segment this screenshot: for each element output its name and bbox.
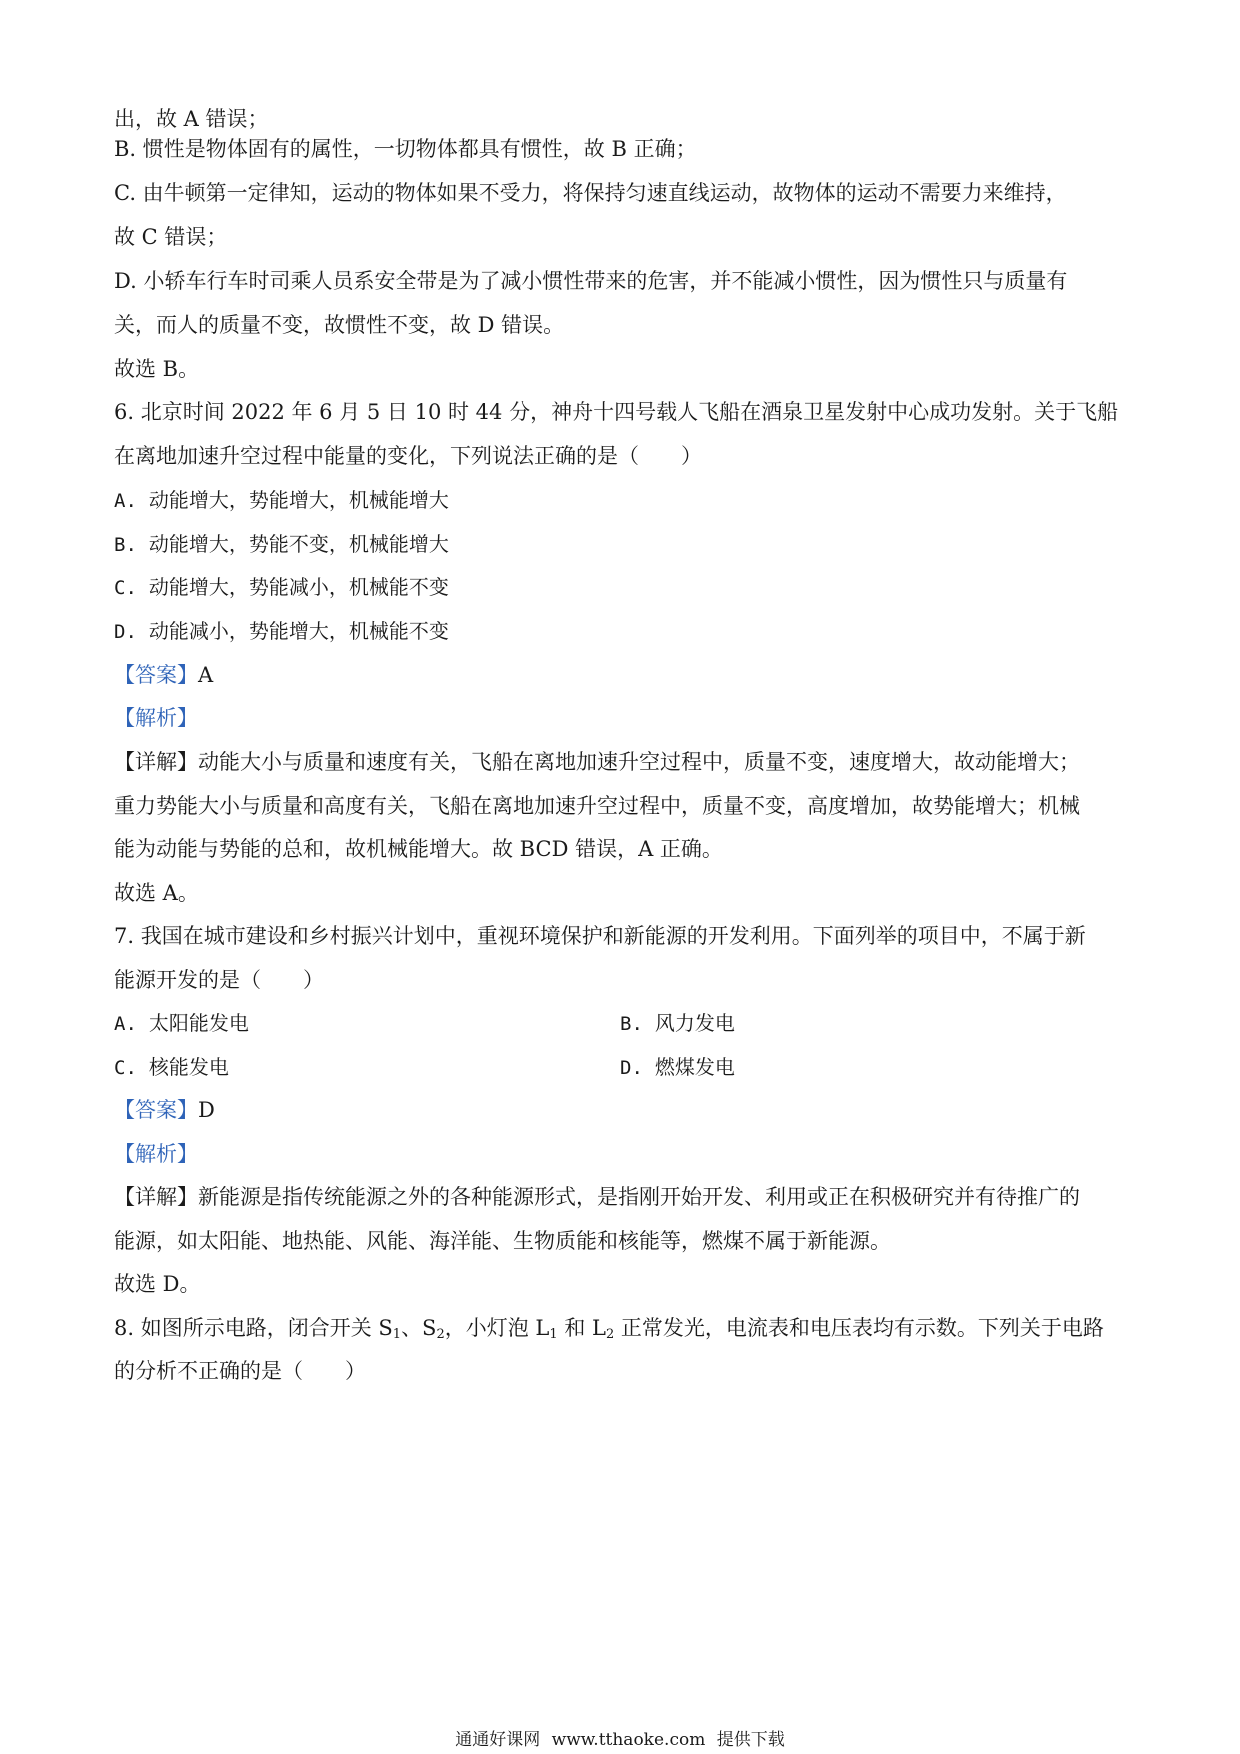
detail-text: 新能源是指传统能源之外的各种能源形式，是指刚开始开发、利用或正在积极研究并有待推广的 [198, 1185, 1080, 1209]
q7-answer [114, 1095, 215, 1125]
prev-option-b: B. 惯性是物体固有的属性，一切物体都具有惯性，故 B 正确； [114, 137, 697, 161]
q6-stem-line1: 6. 北京时间 2022 年 6 月 5 日 10 时 44 分，神舟十四号载人飞船在酒泉卫星发射中心成功发射。关于飞船 [114, 400, 1119, 424]
analysis-tag: 【解析】 [114, 706, 198, 730]
q6-detail-line1 [114, 747, 1080, 777]
q7-option-a [114, 1008, 249, 1039]
option-text: 燃煤发电 [654, 1055, 735, 1079]
analysis-tag: 【解析】 [114, 1142, 198, 1166]
prev-option-c-line1: C. 由牛顿第一定律知，运动的物体如果不受力，将保持匀速直线运动，故物体的运动不需要力来维持， [114, 181, 1067, 205]
option-label: B. [114, 534, 137, 556]
option-text: 动能减小，势能增大，机械能不变 [148, 619, 449, 643]
q6-conclusion: 故选 A。 [114, 881, 199, 905]
footer-url[interactable]: www.tthaoke.com [551, 1730, 706, 1750]
option-text: 太阳能发电 [148, 1011, 249, 1035]
subscript: 1 [549, 1327, 558, 1342]
answer-value: D [198, 1098, 215, 1122]
option-label: B. [620, 1013, 643, 1035]
q7-stem-line1: 7. 我国在城市建设和乡村振兴计划中，重视环境保护和新能源的开发利用。下面列举的项目中，不属于新 [114, 924, 1086, 948]
footer-suffix: 提供下载 [716, 1730, 785, 1750]
detail-tag: 【详解】 [114, 750, 198, 774]
prev-option-a-tail: 出，故 A 错误； [114, 107, 269, 131]
option-label: D. [620, 1057, 643, 1079]
q7-detail-line1 [114, 1182, 1080, 1212]
detail-text: 动能大小与质量和速度有关，飞船在离地加速升空过程中，质量不变，速度增大，故动能增大； [198, 750, 1080, 774]
q7-stem-line2: 能源开发的是（ ） [114, 968, 324, 992]
q6-option-a [114, 485, 449, 516]
q6-analysis [114, 703, 198, 733]
q7-analysis [114, 1139, 198, 1169]
prev-option-c-line2: 故 C 错误； [114, 225, 228, 249]
option-text: 动能增大，势能增大，机械能增大 [148, 488, 449, 512]
answer-value: A [198, 663, 214, 687]
q6-detail-line3: 能为动能与势能的总和，故机械能增大。故 BCD 错误，A 正确。 [114, 837, 723, 861]
option-text: 风力发电 [654, 1011, 735, 1035]
q6-stem-line2: 在离地加速升空过程中能量的变化，下列说法正确的是（ ） [114, 444, 702, 468]
subscript: 2 [436, 1327, 445, 1342]
q8-stem-line1 [114, 1313, 1104, 1343]
prev-option-d-line1: D. 小轿车行车时司乘人员系安全带是为了减小惯性带来的危害，并不能减小惯性，因为惯性只与质量有 [114, 269, 1068, 293]
page-footer [0, 1728, 1240, 1752]
footer-site: 通通好课网 [455, 1730, 541, 1750]
option-label: C. [114, 1057, 137, 1079]
q6-option-d [114, 616, 449, 647]
q6-option-b [114, 529, 449, 560]
answer-tag: 【答案】 [114, 663, 198, 687]
q7-option-d [620, 1052, 735, 1083]
prev-conclusion: 故选 B。 [114, 357, 200, 381]
q8-text-part: 和 L [557, 1316, 606, 1340]
option-text: 动能增大，势能减小，机械能不变 [148, 575, 449, 599]
prev-option-d-line2: 关，而人的质量不变，故惯性不变，故 D 错误。 [114, 313, 565, 337]
subscript: 2 [605, 1327, 615, 1342]
q6-option-c [114, 572, 449, 603]
q6-answer [114, 660, 213, 690]
q6-detail-line2: 重力势能大小与质量和高度有关，飞船在离地加速升空过程中，质量不变，高度增加，故势能增大；机械 [114, 794, 1080, 818]
option-text: 动能增大，势能不变，机械能增大 [148, 532, 449, 556]
q8-stem-line2: 的分析不正确的是（ ） [114, 1359, 366, 1383]
q7-conclusion: 故选 D。 [114, 1272, 201, 1296]
option-label: A. [114, 490, 137, 512]
q8-text-part: 8. 如图所示电路，闭合开关 S [114, 1316, 393, 1340]
q7-option-c [114, 1052, 229, 1083]
subscript: 1 [392, 1327, 402, 1342]
q7-option-b [620, 1008, 735, 1039]
q8-text-part: 、S [401, 1316, 437, 1340]
option-label: C. [114, 577, 137, 599]
option-label: A. [114, 1013, 137, 1035]
q7-detail-line2: 能源，如太阳能、地热能、风能、海洋能、生物质能和核能等，燃煤不属于新能源。 [114, 1229, 891, 1253]
option-text: 核能发电 [148, 1055, 229, 1079]
q8-text-part: ，小灯泡 L [444, 1316, 550, 1340]
answer-tag: 【答案】 [114, 1098, 198, 1122]
q8-text-part: 正常发光，电流表和电压表均有示数。下列关于电路 [614, 1316, 1104, 1340]
option-label: D. [114, 621, 137, 643]
detail-tag: 【详解】 [114, 1185, 198, 1209]
